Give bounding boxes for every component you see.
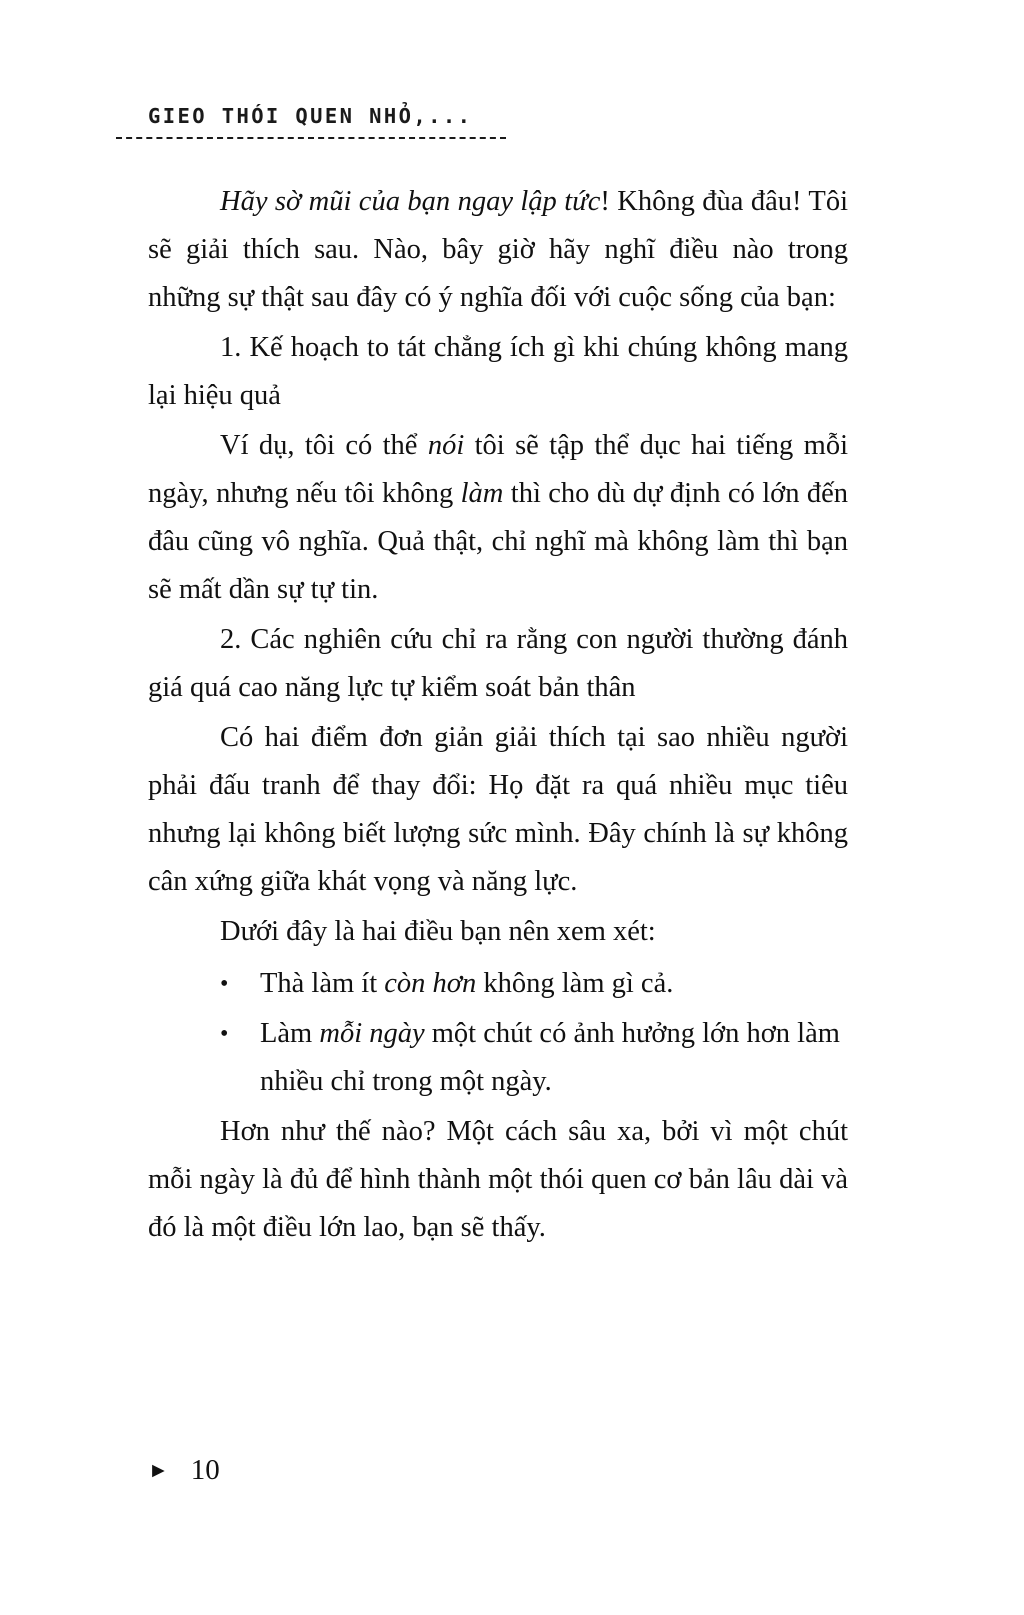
header-divider (116, 137, 506, 139)
paragraph-block-top (148, 178, 848, 956)
text-run: Có hai điểm đơn giản giải thích tại sao nhiều người phải đấu tranh để thay đổi: Họ đặt ra quá nhiều mục tiêu nhưng lại không biết lượng sức mình. Đây chính là sự không cân xứng giữa khát vọng và năng lực. (148, 722, 848, 897)
paragraph (148, 616, 848, 712)
paragraph (148, 1108, 848, 1252)
running-header (148, 104, 868, 139)
paragraph (148, 908, 848, 956)
paragraph-block-bottom (148, 1108, 848, 1252)
emphasis-text: nói (427, 430, 465, 461)
paragraph (148, 178, 848, 322)
page-number: 10 (190, 1454, 220, 1486)
paragraph (148, 422, 848, 614)
list-item (148, 960, 848, 1008)
paragraph (148, 714, 848, 906)
bullet-icon: • (220, 1021, 229, 1047)
emphasis-text: Hãy sờ mũi của bạn ngay lập tức (220, 186, 601, 217)
text-run: không làm gì cả. (476, 968, 674, 999)
list-item-text (260, 1018, 840, 1097)
text-run: 2. Các nghiên cứu chỉ ra rằng con người thường đánh giá quá cao năng lực tự kiểm soát bản thân (148, 624, 848, 703)
text-run: ! Không đùa đâu! Tôi sẽ giải thích sau. Nào, bây giờ hãy nghĩ điều nào trong những sự thật sau đây có ý nghĩa đối với cuộc sống của bạn: (148, 186, 848, 313)
text-run: một chút có ảnh hưởng lớn hơn làm nhiều chỉ trong một ngày. (260, 1018, 840, 1097)
emphasis-text: còn hơn (384, 968, 477, 999)
text-run: Ví dụ, tôi có thể (220, 430, 428, 461)
emphasis-text: làm (460, 478, 504, 509)
page-body (148, 178, 848, 1252)
bullet-icon: • (220, 971, 229, 997)
text-run: Hơn như thế nào? Một cách sâu xa, bởi vì một chút mỗi ngày là đủ để hình thành một thói quen cơ bản lâu dài và đó là một điều lớn lao, bạn sẽ thấy. (148, 1116, 848, 1243)
paragraph (148, 324, 848, 420)
text-run: Dưới đây là hai điều bạn nên xem xét: (220, 916, 656, 947)
bullet-list (148, 960, 848, 1106)
list-item (148, 1010, 848, 1106)
list-item-text (260, 968, 673, 999)
text-run: Thà làm ít (260, 968, 385, 999)
triangle-right-icon: ► (148, 1458, 169, 1482)
text-run: Làm (260, 1018, 320, 1049)
page-footer (148, 1454, 220, 1487)
text-run: thì cho dù dự định có lớn đến đâu cũng vô nghĩa. Quả thật, chỉ nghĩ mà không làm thì bạn sẽ mất dần sự tự tin. (148, 478, 849, 605)
emphasis-text: mỗi ngày (319, 1018, 425, 1049)
running-header-title: GIEO THÓI QUEN NHỎ,... (148, 104, 473, 128)
text-run: tôi sẽ tập thể dục hai tiếng mỗi ngày, nhưng nếu tôi không (148, 430, 848, 509)
text-run: 1. Kế hoạch to tát chẳng ích gì khi chúng không mang lại hiệu quả (148, 332, 848, 411)
